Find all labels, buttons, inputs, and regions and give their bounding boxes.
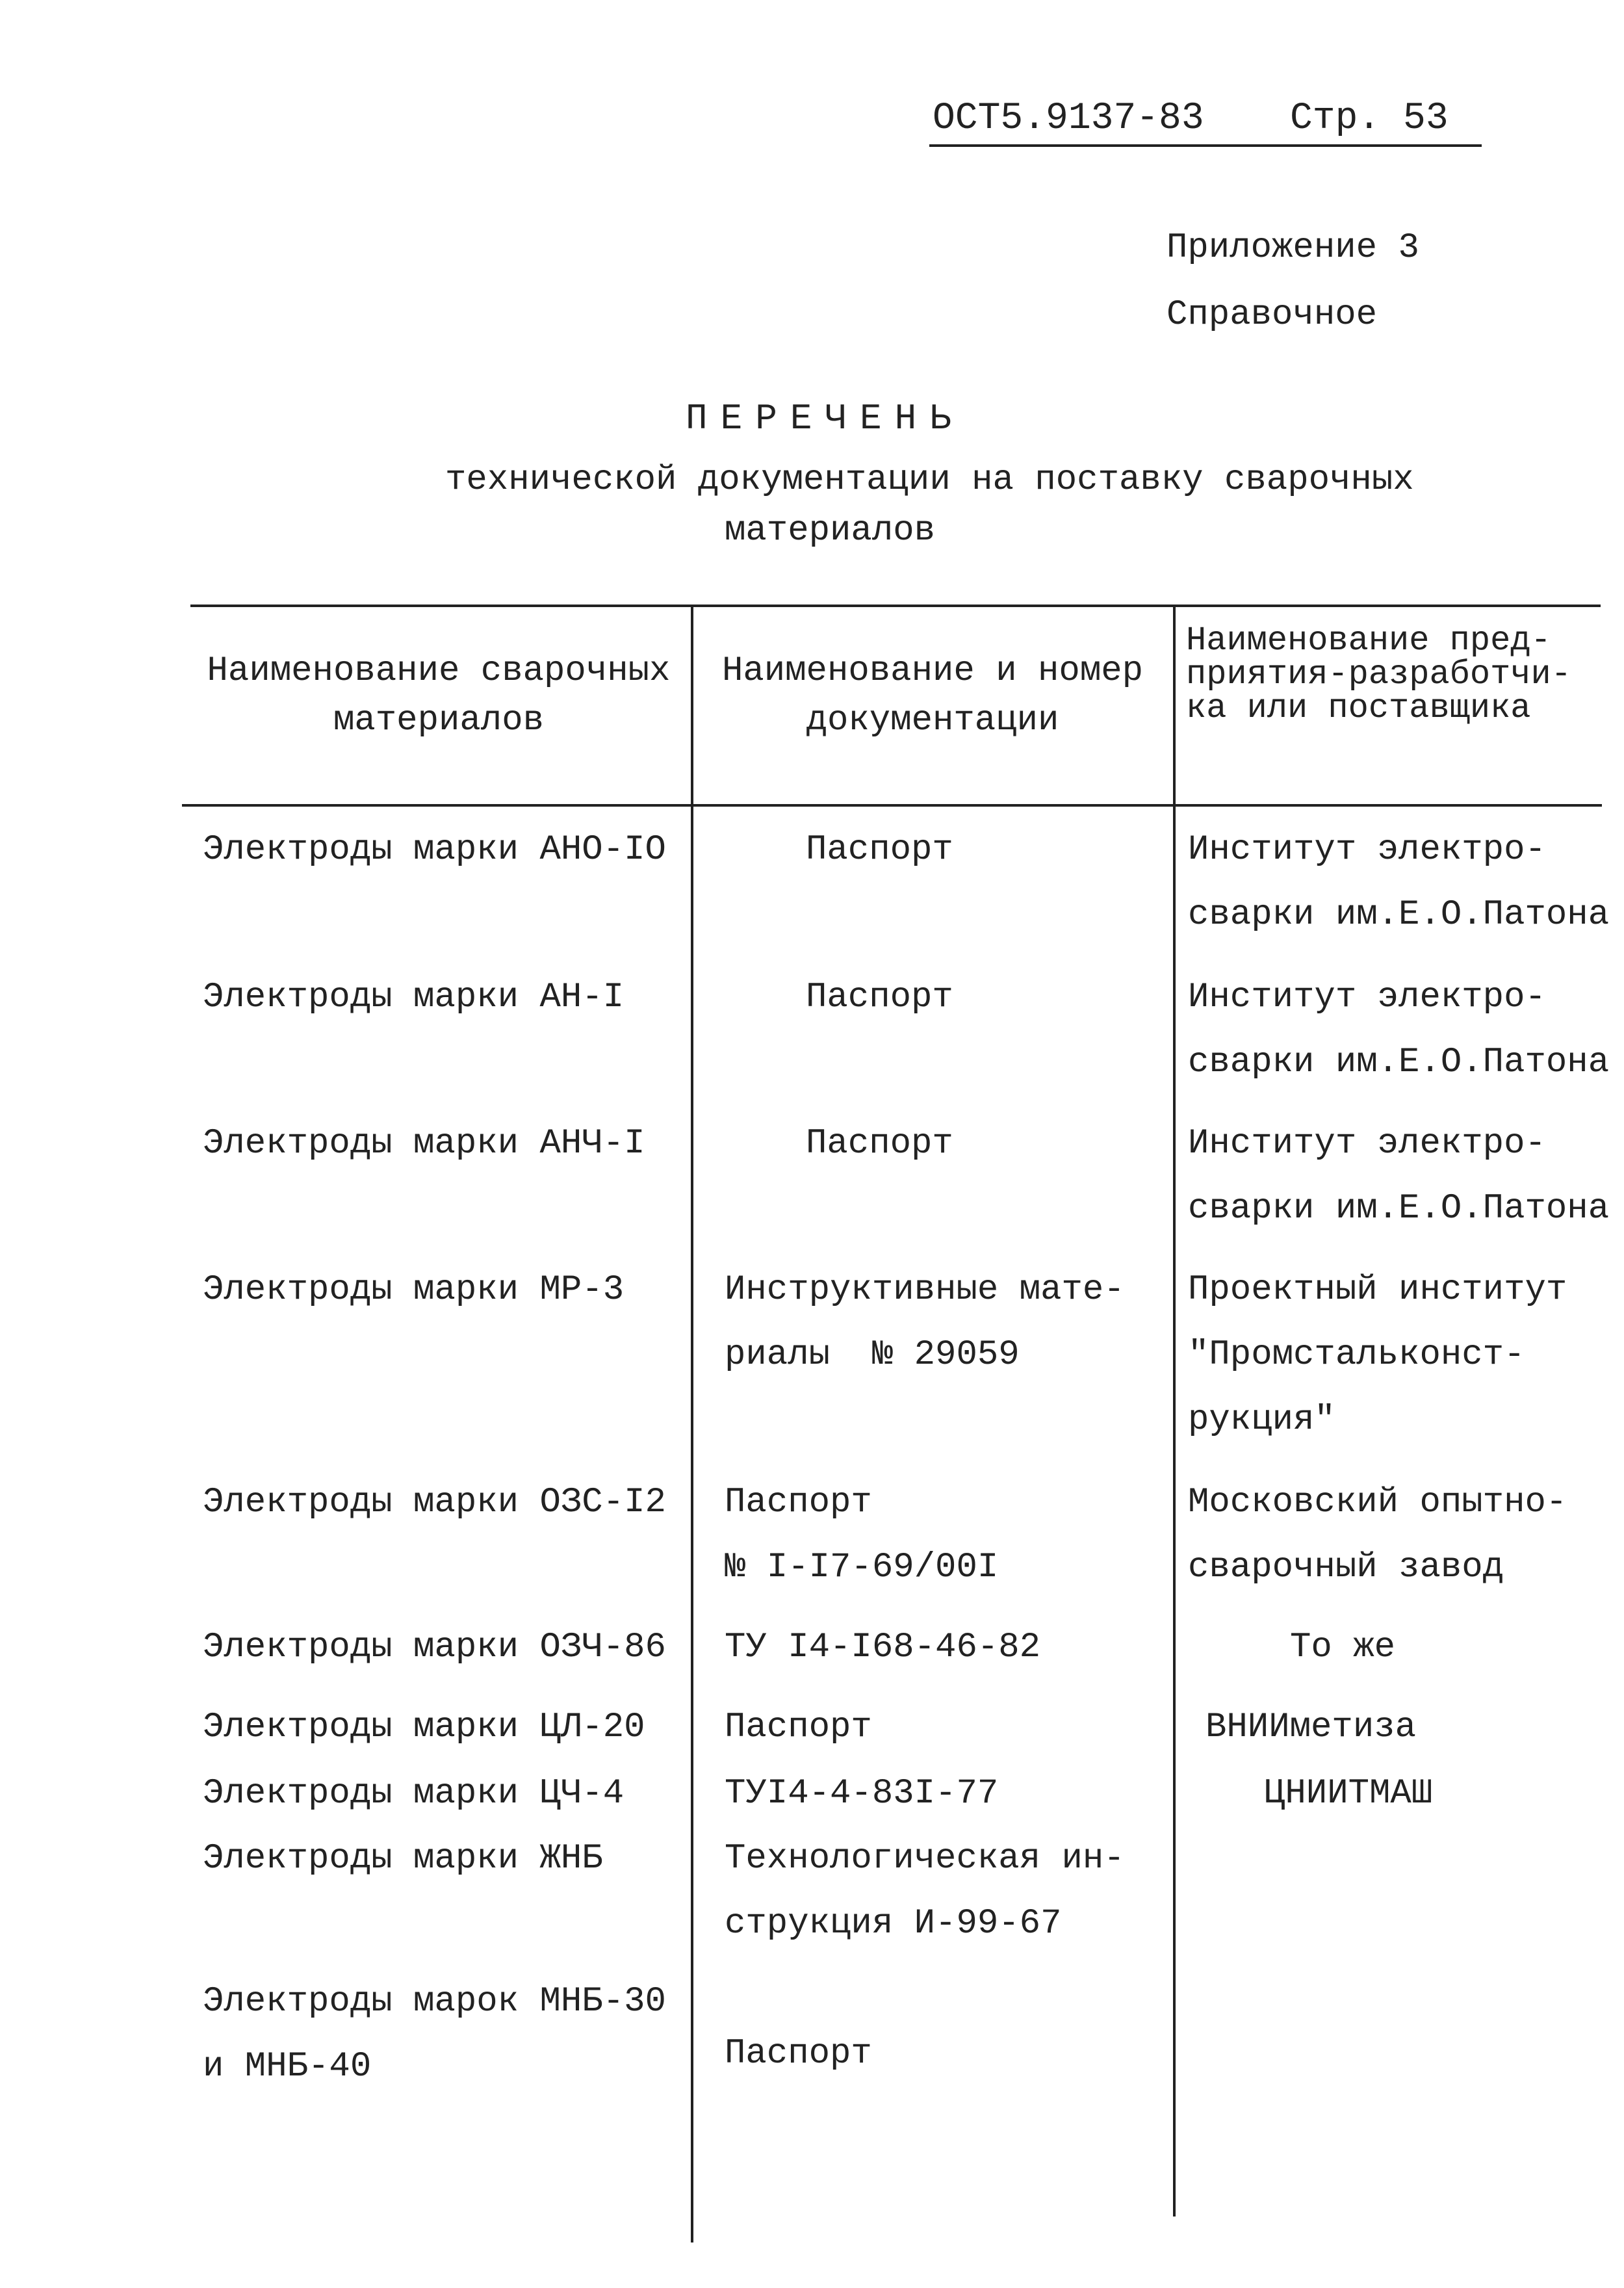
column-header-materials	[195, 647, 682, 746]
appendix-title: Приложение 3	[1166, 228, 1419, 268]
table-cell-line: Инструктивные мате-	[725, 1270, 1125, 1310]
table-cell-doc: ТУI4-4-83I-77	[725, 1774, 999, 1814]
table-cell-doc: Паспорт	[806, 978, 953, 1017]
table-cell-line: Институт электро-	[1188, 978, 1546, 1017]
column-header-line: документации	[806, 701, 1059, 740]
table-cell-line: "Промстальконст-	[1188, 1335, 1525, 1375]
column-header-line: материалов	[333, 701, 545, 740]
column-header-line: Наименование и номер	[721, 651, 1144, 691]
table-cell-line: Московский опытно-	[1188, 1483, 1567, 1522]
table-cell-doc: Паспорт	[806, 1124, 953, 1164]
table-column-divider-1	[691, 604, 693, 2242]
column-header-line: Наименование пред-	[1186, 621, 1551, 660]
table-cell-material: Электроды марки АНО-IO	[203, 830, 666, 870]
table-cell-line: Паспорт	[725, 1483, 872, 1522]
column-header-line: приятия-разработчи-	[1186, 655, 1571, 694]
table-cell-line: сварки им.Е.О.Патона	[1188, 1189, 1610, 1228]
table-cell-material	[203, 1970, 666, 2100]
table-cell-line: сварочный завод	[1188, 1548, 1504, 1587]
table-cell-line: № I-I7-69/00I	[725, 1548, 999, 1587]
page-subtitle-line1: технической документации на поставку сварочных	[445, 460, 1414, 500]
table-cell-material: Электроды марки АН-I	[203, 978, 625, 1017]
table-cell-org	[1188, 1258, 1567, 1453]
table-cell-org: ЦНИИТМАШ	[1264, 1774, 1433, 1814]
table-cell-org	[1188, 1112, 1609, 1242]
page-number: Стр. 53	[1290, 98, 1449, 140]
page-subtitle-line2: материалов	[725, 511, 936, 551]
table-cell-org	[1188, 1470, 1567, 1600]
table-cell-material: Электроды марки МР-3	[203, 1270, 625, 1310]
table-cell-material: Электроды марки ОЗС-I2	[203, 1483, 666, 1522]
table-cell-doc	[725, 1258, 1125, 1388]
table-column-divider-2	[1173, 604, 1176, 2216]
table-cell-org	[1188, 818, 1609, 948]
table-top-rule	[190, 604, 1601, 607]
appendix-subtitle: Справочное	[1166, 295, 1378, 335]
table-cell-material: Электроды марки ЦЧ-4	[203, 1774, 625, 1814]
header-rule	[929, 144, 1482, 147]
table-cell-org: То же	[1290, 1628, 1396, 1667]
table-cell-line: сварки им.Е.О.Патона	[1188, 895, 1610, 935]
table-cell-line: рукция"	[1188, 1400, 1335, 1440]
table-cell-material: Электроды марки ЦЛ-20	[203, 1708, 645, 1747]
table-cell-material: Электроды марки ОЗЧ-86	[203, 1628, 666, 1667]
table-cell-doc: Паспорт	[806, 830, 953, 870]
table-cell-line: Институт электро-	[1188, 830, 1546, 870]
table-cell-line: Проектный институт	[1188, 1270, 1567, 1310]
table-cell-line: сварки им.Е.О.Патона	[1188, 1043, 1610, 1082]
table-cell-doc: Паспорт	[725, 2034, 872, 2074]
table-header-rule	[182, 804, 1602, 807]
table-cell-line: Институт электро-	[1188, 1124, 1546, 1164]
table-cell-org: ВНИИметиза	[1205, 1708, 1417, 1747]
page-title: ПЕРЕЧЕНЬ	[686, 398, 964, 439]
table-cell-org	[1188, 965, 1609, 1095]
column-header-line: Наименование сварочных	[207, 651, 671, 691]
table-cell-doc	[725, 1470, 998, 1600]
table-cell-line: струкция И-99-67	[725, 1904, 1062, 1944]
column-header-line: ка или поставщика	[1186, 689, 1531, 727]
document-code: ОСТ5.9137-83	[933, 98, 1204, 140]
column-header-organization	[1186, 621, 1571, 727]
table-cell-line: и МНБ-40	[203, 2047, 372, 2086]
table-cell-line: риалы № 29059	[725, 1335, 1020, 1375]
table-cell-material: Электроды марки ЖНБ	[203, 1839, 603, 1878]
table-cell-doc: Паспорт	[725, 1708, 872, 1747]
table-cell-doc: ТУ I4-I68-46-82	[725, 1628, 1041, 1667]
table-cell-line: Электроды марок МНБ-30	[203, 1982, 666, 2022]
column-header-documentation	[699, 647, 1166, 746]
table-cell-line: Технологическая ин-	[725, 1839, 1125, 1878]
table-cell-material: Электроды марки АНЧ-I	[203, 1124, 645, 1164]
table-cell-doc	[725, 1826, 1125, 1956]
